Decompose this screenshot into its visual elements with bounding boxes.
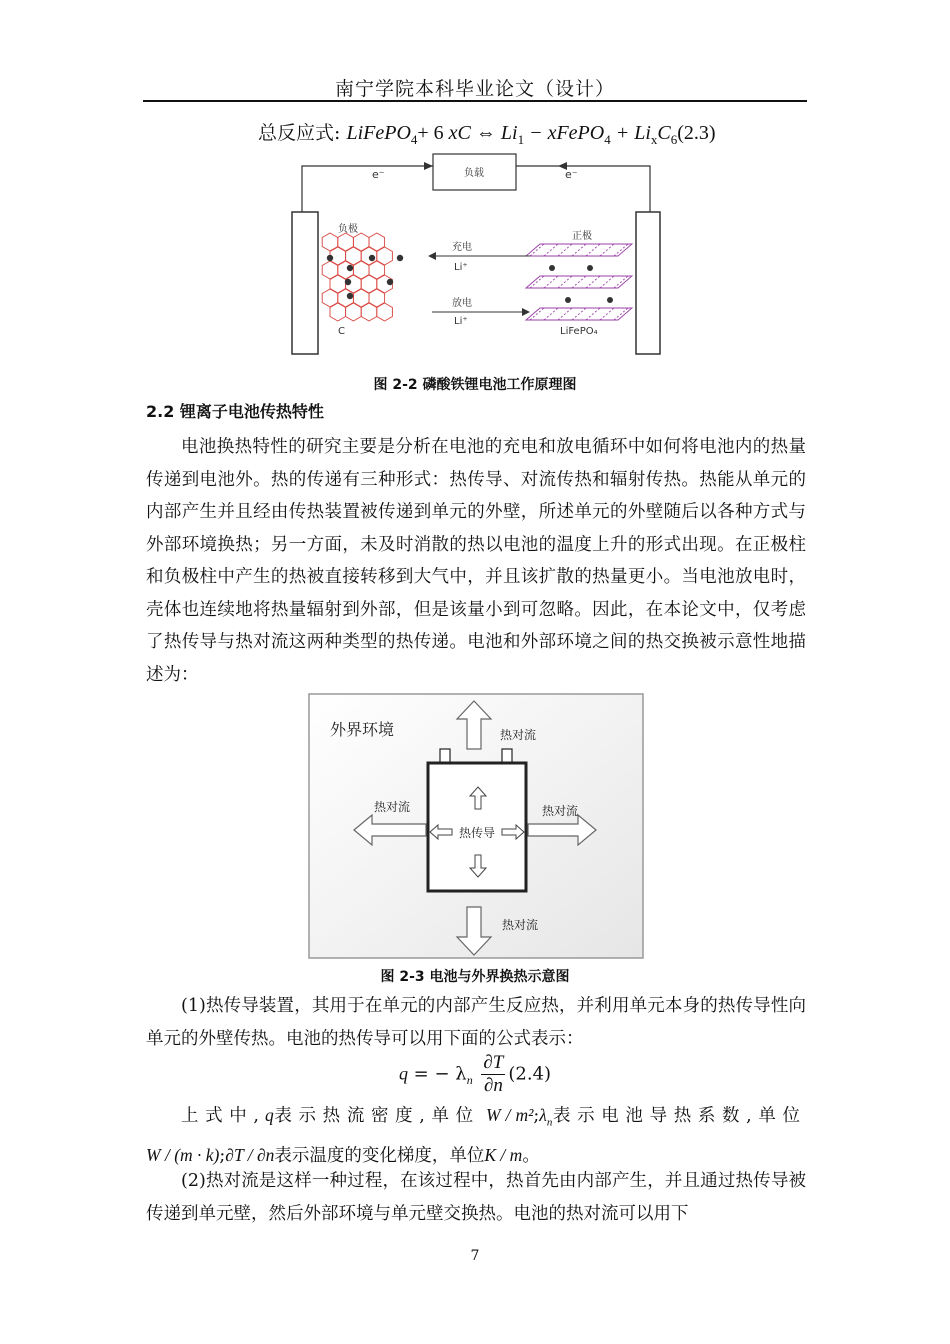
figure-2-2-caption: 图 2-2 磷酸铁锂电池工作原理图	[373, 377, 577, 393]
lithium-ion-dot	[327, 255, 333, 261]
lifepo4-cathode-lattice	[526, 244, 632, 320]
lifepo4-working-principle-figure	[290, 150, 662, 360]
electron-label-left: e⁻	[372, 168, 385, 181]
external-circuit-left	[302, 166, 433, 212]
charge-arrow-head	[428, 252, 436, 260]
cathode-layer-hatch	[544, 276, 558, 288]
cathode-layer-hatch	[558, 276, 572, 288]
convection-label-top: 热对流	[500, 728, 537, 742]
cathode-layer-hatch	[586, 308, 600, 320]
cathode-layer-hatch	[544, 308, 558, 320]
cathode-layer-hatch	[530, 276, 544, 288]
negative-electrode-plate	[292, 212, 318, 354]
formula-label: 总反应式:	[258, 122, 341, 144]
load-label: 负载	[464, 168, 484, 179]
negative-label: 负极	[338, 224, 358, 235]
cathode-layer-hatch	[600, 276, 614, 288]
electron-arrow-left-head	[424, 162, 433, 170]
convection-label-bottom: 热对流	[502, 918, 539, 932]
anode-material-label: C	[338, 326, 345, 337]
discharge-label: 放电	[452, 298, 472, 309]
external-circuit-right	[516, 166, 650, 212]
gradient-fraction: $\frac{\partial T}{\partial n}$	[483, 1052, 504, 1096]
cathode-layer-hatch	[586, 244, 600, 256]
lithium-ion-dot	[549, 265, 555, 271]
header-rule	[143, 100, 807, 102]
cathode-layer-hatch	[586, 276, 600, 288]
discharge-ion-label: Li⁺	[454, 316, 468, 327]
lithium-ion-dot	[347, 265, 353, 271]
cathode-layer-hatch	[614, 244, 628, 256]
formula-2-4: q = − $\lambda_n$ $\frac{\partial T}{\partial n}$ (2.4)	[398, 1052, 552, 1096]
lithium-ion-dot	[369, 255, 375, 261]
convection-label-left: 热对流	[374, 800, 411, 814]
cathode-layer-hatch	[530, 308, 544, 320]
cathode-layer-hatch	[530, 244, 544, 256]
environment-label: 外界环境	[330, 720, 395, 739]
graphite-hexagon	[330, 303, 346, 321]
page-header: 南宁学院本科毕业论文（设计）	[334, 78, 615, 100]
lithium-ion-dot	[347, 293, 353, 299]
cathode-layer-hatch	[600, 244, 614, 256]
cathode-layer-hatch	[600, 308, 614, 320]
lithium-ion-dot	[565, 297, 571, 303]
charge-ion-label: Li⁺	[454, 262, 468, 273]
cathode-layer-hatch	[544, 244, 558, 256]
cathode-material-label: LiFePO₄	[560, 326, 598, 337]
battery-terminal-right	[502, 749, 512, 763]
conduction-label: 热传导	[458, 826, 496, 840]
convection-label-right: 热对流	[542, 804, 579, 818]
cathode-layer-hatch	[614, 308, 628, 320]
lithium-ion-dot	[607, 297, 613, 303]
page-number: 7	[470, 1248, 480, 1264]
charge-label: 充电	[452, 242, 472, 253]
graphite-hexagon	[361, 303, 377, 321]
battery-terminal-left	[440, 749, 450, 763]
graphite-hexagon	[377, 303, 393, 321]
paragraph-formula-explanation: 上式中,q表示热流密度,单位 W / $m^2;\lambda_n$表示电池导热系数,单位 W / (m · k);∂T / ∂n表示温度的变化梯度，单位K / m。	[146, 1105, 807, 1166]
graphite-anode-lattice	[322, 233, 403, 321]
graphite-hexagon	[346, 303, 362, 321]
total-reaction-formula	[258, 118, 716, 148]
electron-label-right: e⁻	[565, 168, 578, 181]
formula-expression: LiFePO$_4$+ 6 xC ⇔ $Li_1$ − xFePO$_4$ + $Li_xC_6(2.3)$	[346, 122, 716, 147]
section-heading: 2.2 锂离子电池传热特性	[146, 402, 324, 421]
lithium-ion-dot	[397, 255, 403, 261]
lithium-ion-dot	[345, 279, 351, 285]
cathode-layer-hatch	[572, 276, 586, 288]
cathode-layer-hatch	[572, 244, 586, 256]
positive-electrode-plate	[636, 212, 660, 354]
paragraph-conduction: (1)热传导装置，其用于在单元的内部产生反应热，并利用单元本身的热传导性向单元的外壁传热。电池的热传导可以用下面的公式表示：	[146, 996, 806, 1049]
discharge-arrow-head	[522, 308, 530, 316]
battery-heat-exchange-figure	[308, 693, 644, 959]
paragraph-convection: (2)热对流是这样一种过程，在该过程中，热首先由内部产生，并且通过热传导被传递到单元壁，然后外部环境与单元壁交换热。电池的热对流可以用下	[146, 1171, 806, 1224]
cathode-layer-hatch	[558, 244, 572, 256]
lithium-ion-dot	[587, 265, 593, 271]
positive-label: 正极	[572, 231, 592, 242]
lithium-ion-dot	[387, 279, 393, 285]
cathode-layer-hatch	[614, 276, 628, 288]
cathode-layer-hatch	[572, 308, 586, 320]
cathode-layer-hatch	[558, 308, 572, 320]
figure-2-3-caption: 图 2-3 电池与外界换热示意图	[380, 969, 570, 985]
paragraph-heat-transfer: 电池换热特性的研究主要是分析在电池的充电和放电循环中如何将电池内的热量传递到电池外。热的传递有三种形式：热传导、对流传热和辐射传热。热能从单元的内部产生并且经由传热装置被传递到单元的外壁，所述单元的外壁随后以各种方式与外部环境换热；另一方面，未及时消散的热以电池的温度上升的形式出现。在正极柱和负极柱中产生的热被直接转移到大气中，并且该扩散的热量更小。当电池放电时，壳体也连续地将热量辐射到外部，但是该量小到可忽略。因此，在本论文中，仅考虑了热传导与热对流这两种类型的热传递。电池和外部环境之间的热交换被示意性地描述为：	[146, 437, 806, 685]
